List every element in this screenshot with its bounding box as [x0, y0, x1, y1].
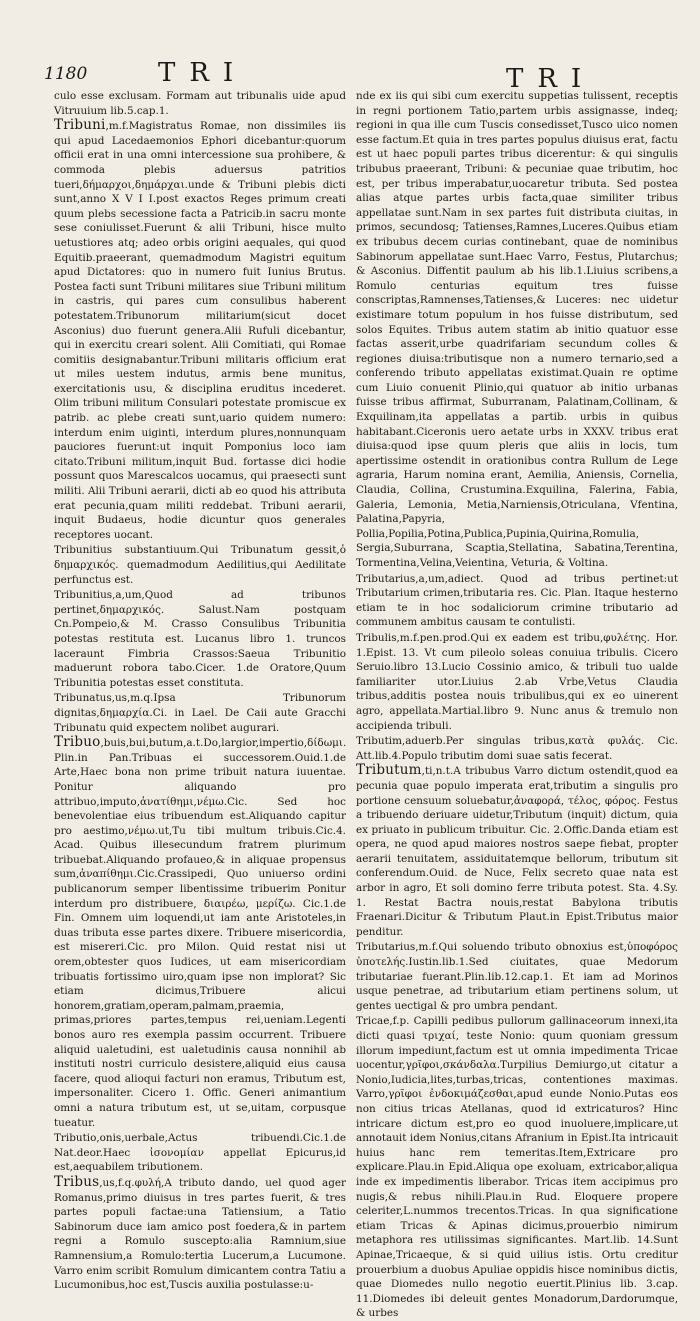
entry	[54, 690, 346, 735]
entry-text: ,m.f.Magistratus Romae, non dissimiles iis qui apud Lacedaemonios Ephori dicebantur:quorum officii erat in una omni intercessione sua prohibere, & commoda plebis aduersus patritios tueri,δήμαρχοι,δημάρχαι.unde & Tribuni plebis dicti sunt,anno X V I I.post exactos Reges primum creati quum plebs secessione facta a Patricib.in sacru monte sese coniulisset.Fuerunt & alii Tribuni, hisce multo uetustiores atq; adeo orbis origini aequales, qui quod Equitib.praeerant, quemadmodum Magistri equitum apud Dictatores: quo in numero fuit Iunius Brutus. Postea facti sunt Tribuni militares siue Tribuni militum in castris, qui pares cum consulibus haberent potestatem.Tribunorum militarium(sicut docet Asconius) duo fuerunt genera.Alii Rufuli dicebantur, qui in exercitu creari solent. Alii Comitiati, qui Romae comitiis designabantur.Tribuni militaris officium erat ut miles uestem indutus, armis bene munitus, exercitationis usu, & disciplina eruditus incederet. Olim tribuni militum Consulari potestate promiscue ex patrib. ac plebe creati sunt,uario quidem numero: interdum enim uiginti, interdum plures,nonnunquam pauciores fuerunt:ut inquit Pomponius loco iam citato.Tribuni militum,inquit Bud. fortasse dici hodie possunt quos Marescalcos uocamus, qui praesecti sunt militi. Alii Tribuni aerarii, dicti ab eo quod his attributa erat pecunia,quam militi reddebat. Tribuni aerarii, inquit Budaeus, hodie dicuntur quos generales receptores uocant.	[54, 120, 346, 541]
entry	[54, 735, 346, 1130]
entry	[54, 1175, 346, 1293]
headword: Tribus	[54, 1173, 100, 1190]
entry	[356, 763, 678, 939]
entry-text: Tricae,f.p. Capilli pedibus pullorum gallinaceorum innexi,ita dicti quasi τριχαί, teste Nonio: quum quoniam gressum illorum impediunt,factum est ut omnia impedimenta Tricae uocentur,γρῖφοι,σκάνδαλα.Turpilius Demiurgo,ut citatur a Nonio,Iudicia,lites,turbas,tricas, contentiones maximas. Varro,γρῖφοι ἐνδοκιμάζεσθαι,apud eunde Nonio.Putas eos non citius tricas Atellanas, quod id extricaturos? Hinc intricare dictum est,pro eo quod inuoluere,implicare,ut annotauit idem Nonius,citans Afranium in Epist.Ita intricauit huius hanc rem temeritas.Item,Extricare pro explicare.Plau.in Epid.Aliqua ope exoluam, extricabor,aliqua inde ex impedimentis liberabor. Tricas item accipimus pro nugis,& rebus nihili.Plau.in Rud. Eloquere propere celeriter,L.nummos trecentos.Tricas. In qua significatione etiam Tricas & Apinas dicimus,prouerbio nimirum metaphora res utilissimas significantes. Mart.lib. 14.Sunt Apinae,Tricaeque, & si quid uilius istis. Ortu creditur prouerbium a duobus Apuliae oppidis hisce nominibus dictis, quae Diomedes nullo negotio euertit.Plinius lib. 3.cap. 11.Diomedes ibi deleuit gentes Monadorum,Dardorumque, & urbes	[356, 1015, 678, 1320]
entry-text: Tributarius,a,um,adiect. Quod ad tribus pertinet:ut Tributarium crimen,tributaria res. Cic. Plan. Itaque hesterno etiam te in hoc sodaliciorum crimine tributario ad communem ambitus causam te contulisti.	[356, 572, 678, 629]
entry-text: nde ex iis qui sibi cum exercitu suppetias tulissent, receptis in regni portionem Tatio,partem urbis assignasse, indeq; regioni in qua ille cum Tuscis consedisset,Tusco uico nomen esse factum.Et quia in tres partes populus diuisus erat, factu est ut haec populi partes tribus dicerentur: & qui singulis tribubus praeerant, Tribuni: & pecuniae quae tributim, hoc est, per tribus imperabatur,uocaretur tributa. Sed postea alias atque partes urbis facta,quae similiter tribus appellatae sunt.Nam in sex partes fuit distributa ciuitas, in primos, secundosq; Tatienses,Ramnes,Luceres.Quibus etiam ex tribubus decem curias continebant, quae de nominibus Sabinorum appellatae sunt.Haec Varro, Festus, Plutarchus; & Asconius. Diffentit paulum ab his lib.1.Liuius scribens,a Romulo centurias equitum tres fuisse conscriptas,Ramnenses,Tatienses,& Luceres: nec uidetur existimare totum populum in hos fuisse distributum, sed solos Equites. Tribus autem statim ab initio quatuor esse factas asserit,urbe quadrifariam secundum colles & regiones diuisa:tributisque non a numero ternario,sed a conferendo tributo appellatas existimat.Quain re optime cum Liuio conuenit Plinio,qui quatuor ab initio urbanas fuisse tribus affirmat, Suburranam, Palatinam,Collinam, & Exquilinam,ita appellatas a partib. urbis in quibus habitabant.Ciceronis uero aetate urbs in XXXV. tribus erat diuisa:quod ipse quum pleris que aliis in locis, tum apertissime ostendit in orationibus contra Rullum de Lege agraria, Harum nomina erant, Aemilia, Aniensis, Cornelia, Claudia, Collina, Crustumina.Exquilina, Falerina, Fabia, Galeria, Lemonia, Metia,Narniensis,Otriculana, Vfentina, Palatina,Papyria, Pollia,Popilia,Potina,Publica,Pupinia,Quirina,Romulia, Sergia,Suburrana, Scaptia,Stellatina, Sabatina,Terentina, Tormentina,Velina,Veientina, Veturia, & Voltina.	[356, 90, 678, 569]
running-head-right: TRI	[506, 64, 596, 94]
entry-text: Tributarius,m.f.Qui soluendo tributo obnoxius est,ὑποφόρος ὑποτελής.Iustin.lib.1.Sed ciuitates, quae Medorum tributariae fuerant.Plin.lib.12.cap.1. Et iam ad Morinos usque penetrae, ad tributarium etiam pertinens solum, ut gentes uectigal & pro umbra pendant.	[356, 941, 678, 1012]
entry-text: Tribunatus,us,m.q.Ipsa Tribunorum dignitas,δημαρχία.Ci. in Lael. De Caii aute Gracchi Tribunatu quid expectem nolibet augurari.	[54, 692, 346, 734]
page-number: 1180	[44, 64, 88, 84]
entry-text: Tribunitius substantiuum.Qui Tribunatum gessit,ὁ δημαρχικός. quemadmodum Aedilitius,qui Aedilitate perfunctus est.	[54, 544, 346, 586]
entry	[54, 542, 346, 587]
headword: Tributum	[356, 762, 422, 779]
entry	[356, 630, 678, 733]
entry	[356, 571, 678, 630]
headword: Tribuo	[54, 734, 101, 751]
entry-text: Tribunitius,a,um,Quod ad tribunos pertinet,δημαρχικός. Salust.Nam postquam Cn.Pompeio,& M. Crasso Consulibus Tribunitia potestas restituta est. Lucanus libro 1. truncos laceraunt Fimbria Crassos:Saeua Tribunitio maduerunt robora tabo.Cicer. 1.de Oratore,Quum Tribunitia potestas esset constituta.	[54, 589, 346, 689]
entry	[356, 1013, 678, 1320]
entry-text: Tribulis,m.f.pen.prod.Qui ex eadem est tribu,φυλέτης. Hor. 1.Epist. 13. Vt cum pileolo soleas conuiua tribulis. Cicero Seruio.libro 13.Lucio Cossinio amico, & tribuli tuo ualde familiariter utor.Liuius 2.ab Vrbe,Vetus Claudia tribus,additis postea nouis tribulibus,qui ex eo uinerent agro, appellata.Martial.libro 9. Nunc anus & tremulo non accipienda tribuli.	[356, 631, 678, 732]
entry	[54, 1130, 346, 1175]
headword: Tribuni	[54, 117, 106, 134]
entry-text: ,us,f.q.φυλή,A tributo dando, uel quod ager Romanus,primo diuisus in tres partes fuerit, & tres partes populi factae:una Tatiensium, a Tatio Sabinorum duce iam amico post foedera,& in partem regni a Romulo suscepto:alia Ramnium,siue Ramnensium,a Romulo:tertia Lucerum,a Lucumone. Varro enim scribit Romulum dimicantem contra Tatiu a Lucumonibus,hoc est,Tuscis auxilia postulasse:u-	[54, 1176, 346, 1292]
entry	[356, 88, 678, 571]
entry-text: Tributio,onis,uerbale,Actus tribuendi.Cic.1.de Nat.deor.Haec ἰσονομίαν appellat Epicurus,id est,aequabilem tributionem.	[54, 1132, 346, 1174]
entry	[356, 939, 678, 1013]
entry	[54, 587, 346, 690]
entry-text: culo esse exclusam. Formam aut tribunalis uide apud Vitruuium lib.5.cap.1.	[54, 90, 346, 117]
page-header	[0, 0, 700, 94]
right-column	[356, 88, 678, 1320]
entry	[54, 118, 346, 542]
entry	[356, 733, 678, 763]
entry-text: ,ti,n.t.A tribubus Varro dictum ostendit,quod ea pecunia quae populo imperata erat,tributim a singulis pro portione censuum soluebatur,ἀναφορά, τέλος, φόρος. Festus a tribuendo deriuare uidetur,Tributum (inquit) dictum, quia ex priuato in publicum tribuitur. Cic. 2.Offic.Danda etiam est opera, ne quod apud maiores nostros saepe fiebat, propter aerarii tenuitatem, assiduitatemque bellorum, tributum sit conferendum.Ouid. de Nuce, Felix secreto quae nata est arbor in agro, Et soli domino ferre tributa potest. Sta. 4.Sy. 1. Restat Bactra nouis,restat Babylona tributis Fraenari.Dicitur & Tributum Plaut.in Epist.Tributus maior penditur.	[356, 765, 678, 938]
left-column	[54, 88, 347, 1292]
entry-text: ,buis,bui,butum,a.t.Do,largior,impertio,δίδωμι. Plin.in Pan.Tribuas ei successorem.Ouid.1.de Arte,Haec bona non prime tribuit natura iuuentae. Ponitur aliquando pro attribuo,imputo,ἀνατίθημι,νέμω.Cic. Sed hoc benevolentiae eius tribuendum est.Aliquando capitur pro aestimo,νέμω.ut,Tu tibi multum tribuis.Cic.4. Acad. Quibus illesecundum fratrem plurimum tribuebat.Aliquando profaueo,& in aliquae propensus sum,ἀναπίθημι.Cic.Crassipedi, Quo uniuerso ordini publicanorum semper libentissime tribuerim Ponitur interdum pro distribuere, διαιρέω, μερίζω. Cic.1.de Fin. Omnem uim loquendi,ut iam ante Aristoteles,in duas tributa esse partes dixere. Tribuere misericordia, est misereri.Cic. pro Milon. Quid restat nisi ut orem,obtester quos Iudices, ut eam misericordiam tribuatis fortissimo uiro,quam ipse non implorat? Sic etiam dicimus,Tribuere alicui honorem,gratiam,operam,palmam,praemia, primas,priores partes,tempus rei,ueniam.Legenti bonos auro res exempla passim occurrent. Tribuere aliquid ualetudini, est ualetudinis causa nonnihil ab instituti nostri curriculo desistere,aliquid eius causa facere, quod alioqui facturi non eramus, Tributum est, impersonaliter. Cicero 1. Offic. Generi animantium omni a natura tributum est, ut se,uitam, corpusque tueatur.	[54, 737, 347, 1129]
entry	[54, 88, 346, 118]
running-head-left: TRI	[158, 58, 248, 88]
entry-text: Tributim,aduerb.Per singulas tribus,κατὰ φυλάς. Cic. Att.lib.4.Populo tributim domi suae satis fecerat.	[356, 735, 678, 762]
